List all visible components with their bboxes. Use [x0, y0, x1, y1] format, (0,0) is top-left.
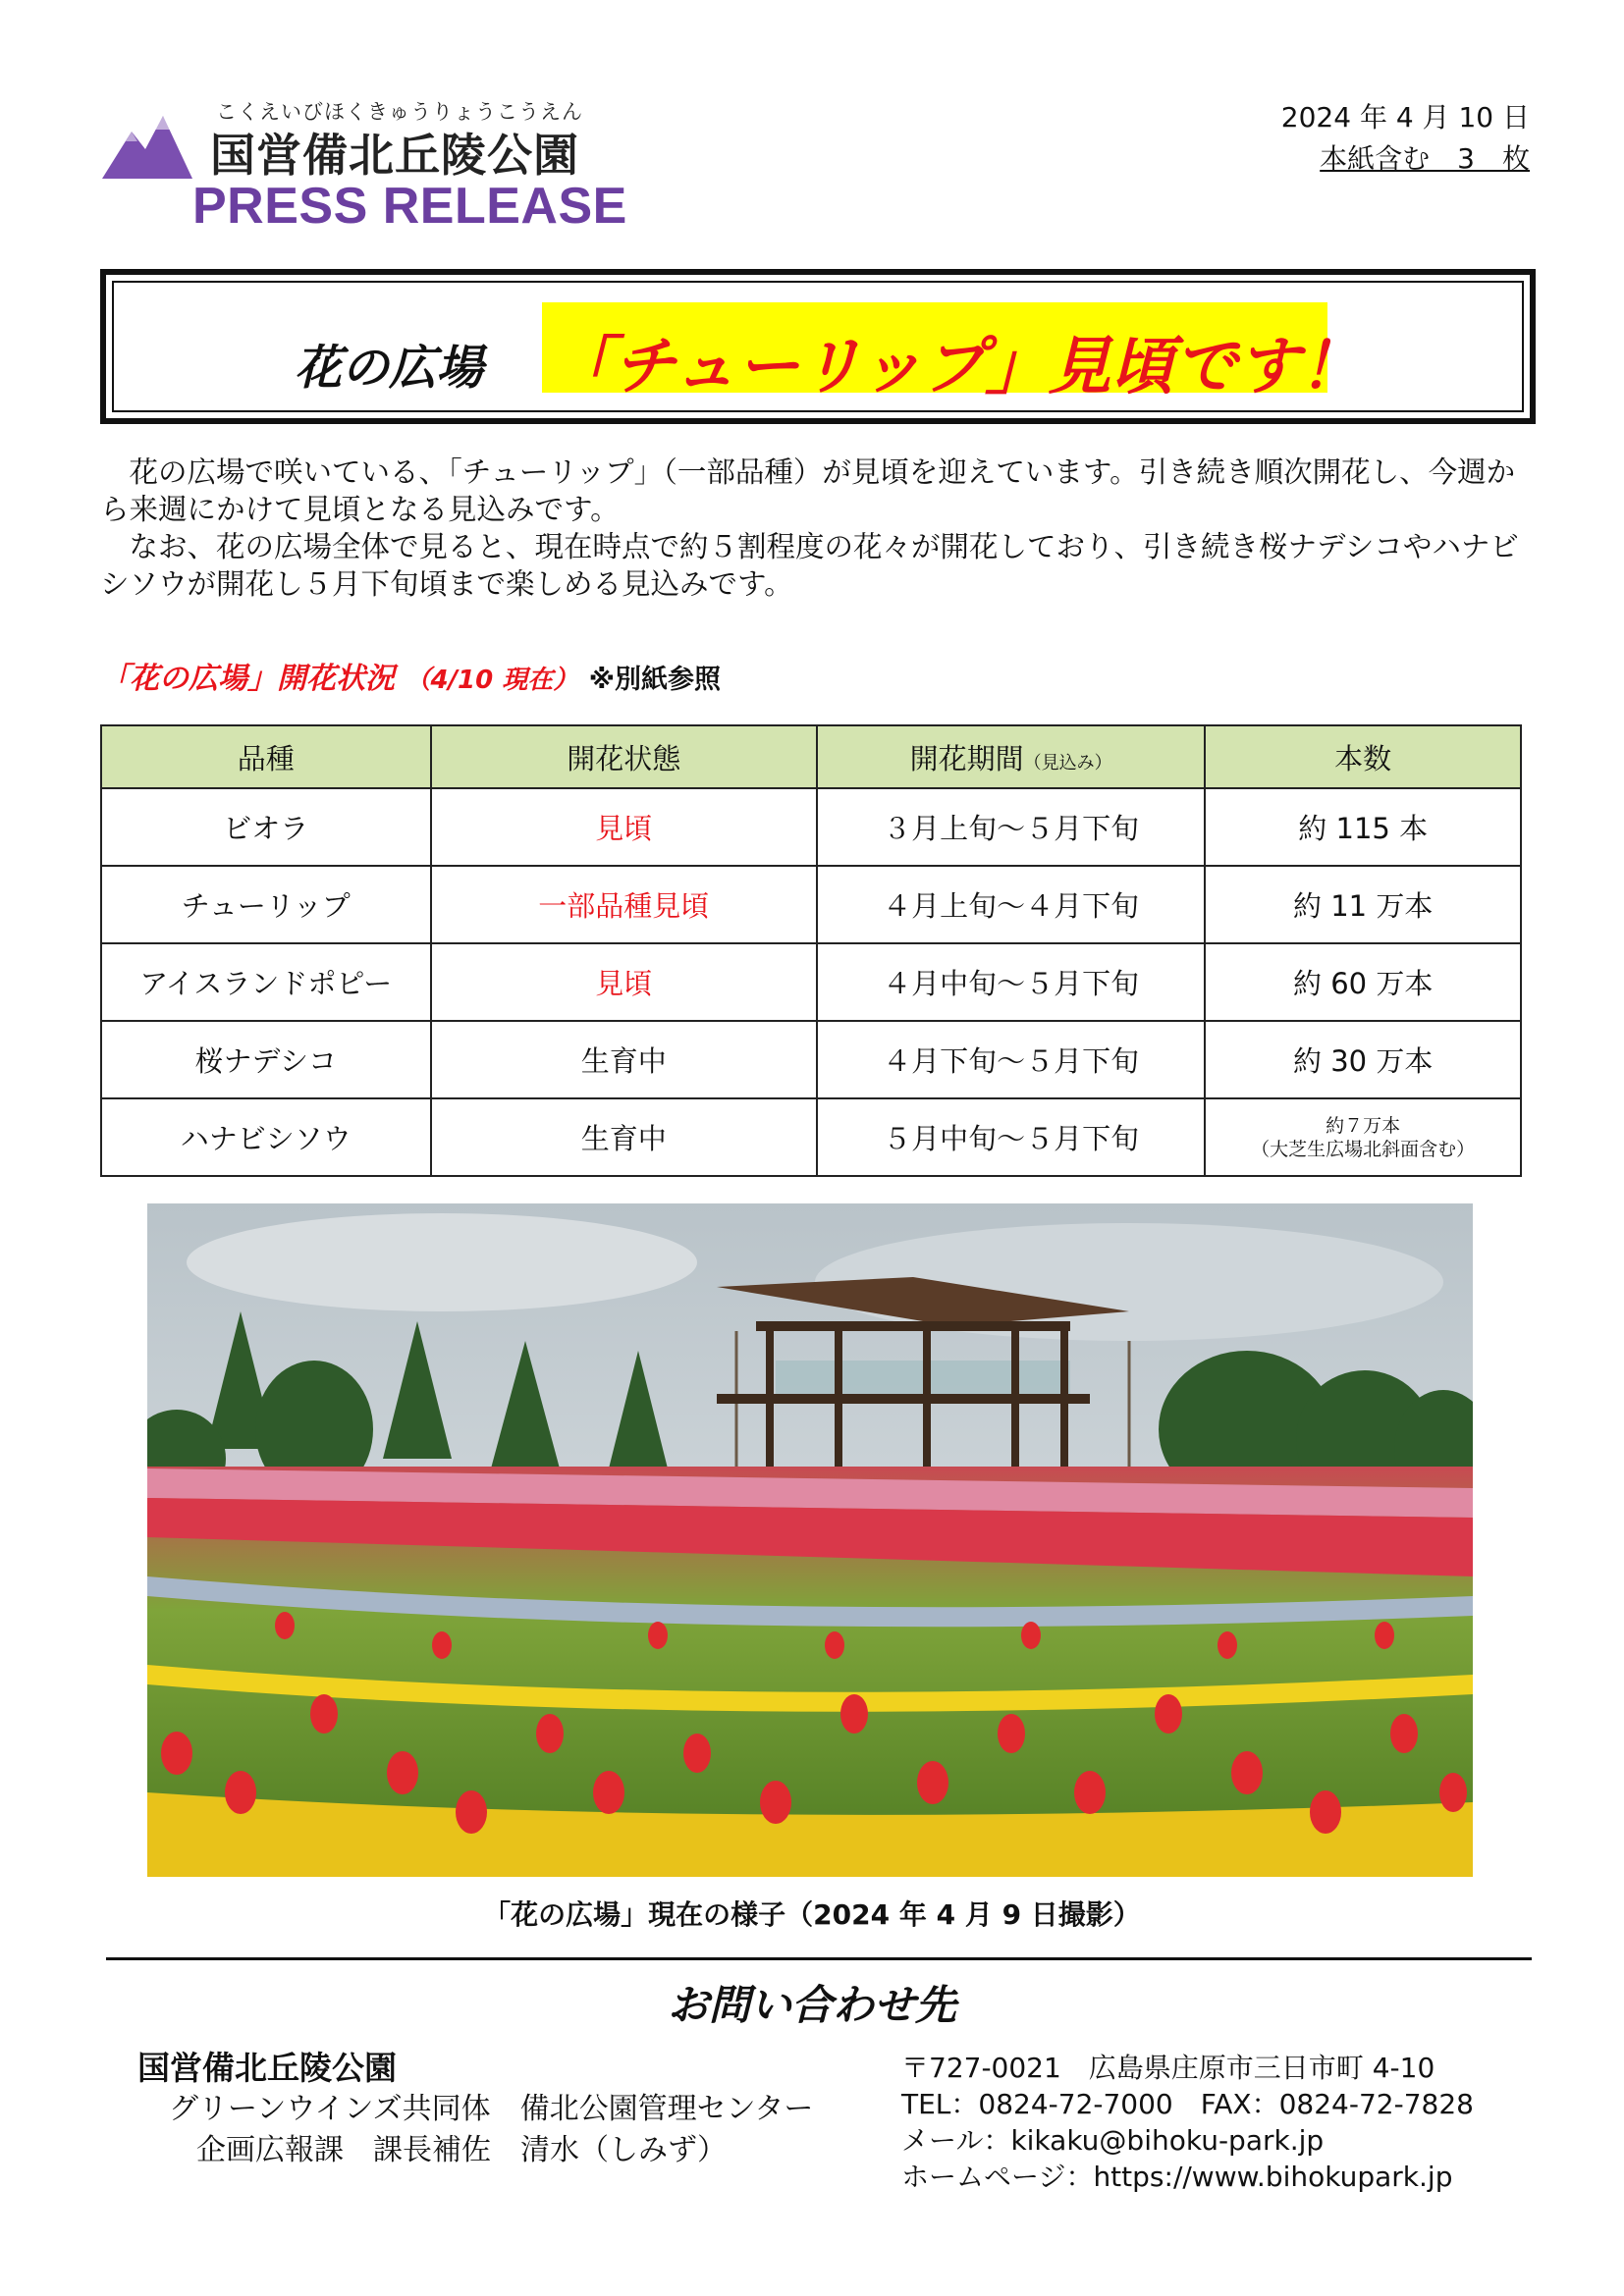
cell-count [1205, 1098, 1521, 1176]
cell-count: 約 115 本 [1205, 788, 1521, 866]
page-count: 本紙含む 3 枚 [1320, 142, 1530, 175]
cell-variety: アイスランドポピー [101, 943, 431, 1021]
table-row [101, 866, 1521, 943]
contact-address: 〒727-0021 広島県庄原市三日市町 4-10 [901, 2052, 1435, 2084]
contact-divider [106, 1957, 1532, 1960]
cell-status: 生育中 [431, 1021, 817, 1098]
cell-variety: 桜ナデシコ [101, 1021, 431, 1098]
press-release-label: PRESS RELEASE [192, 178, 627, 235]
cell-period: ３月上旬～５月下旬 [817, 788, 1205, 866]
cell-status: 生育中 [431, 1098, 817, 1176]
section-title: 「花の広場」開花状況 [100, 662, 395, 696]
cell-count: 約 30 万本 [1205, 1021, 1521, 1098]
header-variety: 品種 [101, 725, 431, 788]
cell-count-note: （大芝生広場北斜面含む） [1251, 1138, 1476, 1160]
contact-phone-fax: TEL：0824-72-7000 FAX：0824-72-7828 [901, 2088, 1474, 2120]
cell-status: 見頃 [431, 788, 817, 866]
header-period: 開花期間（見込み） [817, 725, 1205, 788]
contact-email-link[interactable]: メール：kikaku@bihoku-park.jp [901, 2124, 1325, 2157]
title-highlight: 「チューリップ」見頃です！ [550, 331, 1363, 403]
flower-field-illustration [147, 1203, 1473, 1877]
cell-count-value: 約７万本 [1326, 1114, 1401, 1137]
section-note: ※別紙参照 [588, 665, 721, 695]
cell-period: ４月下旬～５月下旬 [817, 1021, 1205, 1098]
cell-variety: チューリップ [101, 866, 431, 943]
section-heading [100, 654, 721, 697]
cell-count: 約 60 万本 [1205, 943, 1521, 1021]
header-period-note: （見込み） [1023, 752, 1112, 774]
cell-variety: ハナビシソウ [101, 1098, 431, 1176]
contact-heading: お問い合わせ先 [667, 1981, 956, 2029]
contact-group: グリーンウインズ共同体 備北公園管理センター [169, 2092, 814, 2126]
table-row [101, 943, 1521, 1021]
cell-variety: ビオラ [101, 788, 431, 866]
release-date: 2024 年 4 月 10 日 [1280, 101, 1530, 133]
body-paragraph-2: なお、花の広場全体で見ると、現在時点で約５割程度の花々が開花しており、引き続き桜ナデシコやハナビシソウが開花し５月下旬頃まで楽しめる見込みです。 [100, 530, 1519, 601]
table-header-row [101, 725, 1521, 788]
cell-count: 約 11 万本 [1205, 866, 1521, 943]
cell-period: ４月中旬～５月下旬 [817, 943, 1205, 1021]
cell-status: 見頃 [431, 943, 817, 1021]
cell-status: 一部品種見頃 [431, 866, 817, 943]
contact-website-link[interactable]: ホームページ：https://www.bihokupark.jp [901, 2161, 1453, 2193]
park-logo-icon [102, 110, 192, 181]
flower-field-photo [147, 1203, 1473, 1877]
contact-person: 企画広報課 課長補佐 清水（しみず） [196, 2133, 727, 2167]
bloom-status-table [100, 724, 1522, 1177]
header-count: 本数 [1205, 725, 1521, 788]
cell-period: ５月中旬～５月下旬 [817, 1098, 1205, 1176]
header-status: 開花状態 [431, 725, 817, 788]
table-row [101, 788, 1521, 866]
contact-details [901, 2050, 1474, 2195]
title-lead: 花の広場 [295, 341, 484, 396]
contact-organization [137, 2048, 813, 2171]
cell-period: ４月上旬～４月下旬 [817, 866, 1205, 943]
park-name: 国営備北丘陵公園 [210, 129, 579, 182]
contact-org-name: 国営備北丘陵公園 [137, 2049, 397, 2087]
table-row [101, 1021, 1521, 1098]
park-name-furigana: こくえいびほくきゅうりょうこうえん [216, 100, 583, 124]
table-row [101, 1098, 1521, 1176]
body-paragraph-1: 花の広場で咲いている、「チューリップ」（一部品種）が見頃を迎えています。引き続き順次開花し、今週から来週にかけて見頃となる見込みです。 [100, 455, 1516, 526]
section-as-of: （4/10 現在） [405, 666, 579, 695]
photo-caption: 「花の広場」現在の様子（2024 年 4 月 9 日撮影） [483, 1898, 1141, 1931]
